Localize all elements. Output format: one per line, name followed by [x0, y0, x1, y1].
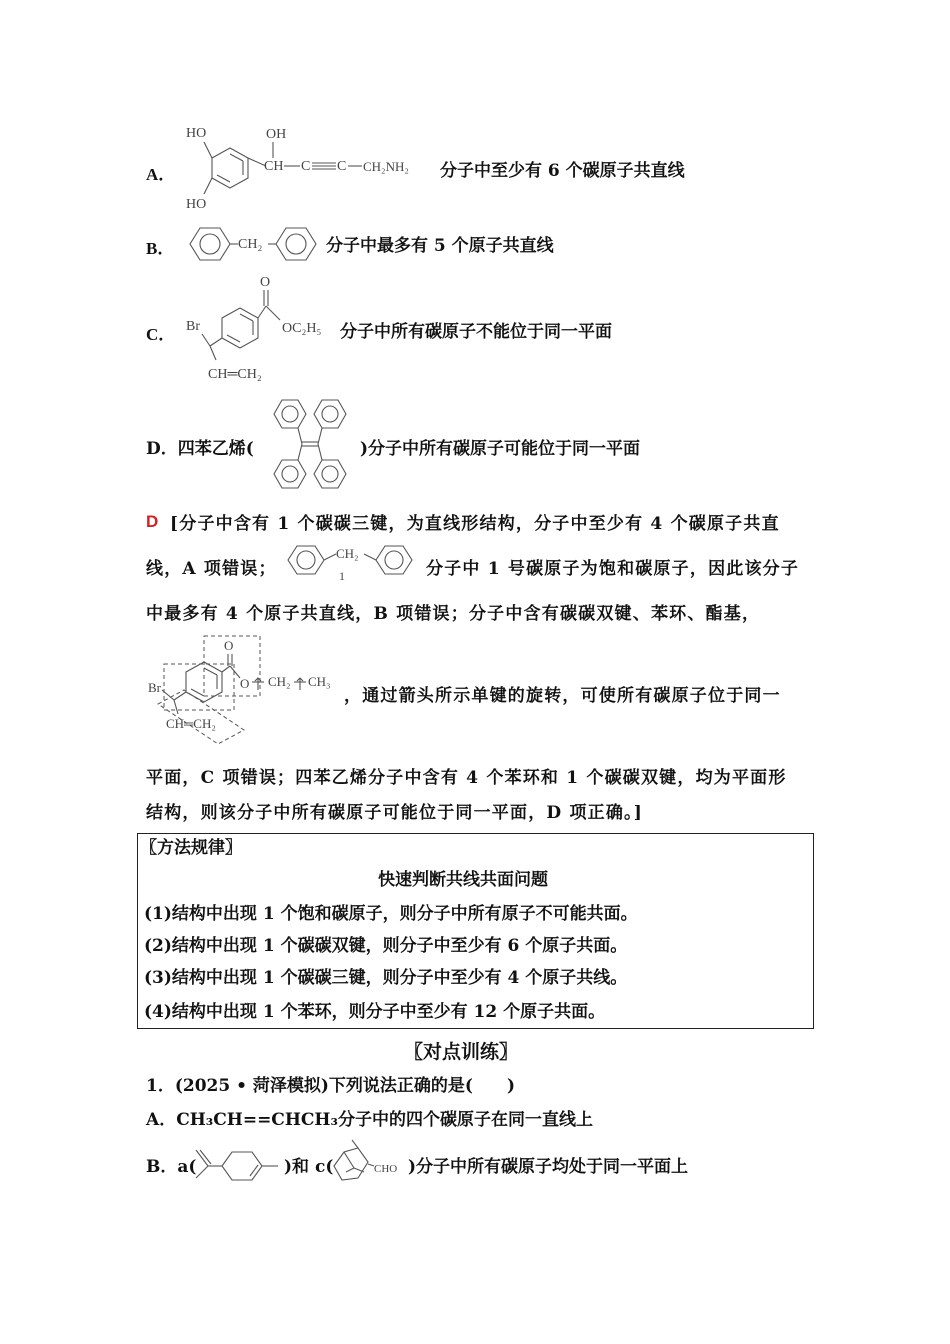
method-rule-2: (2)结构中出现 1 个碳碳双键，则分子中至少有 6 个原子共面。 — [144, 936, 628, 956]
option-c-structure — [180, 270, 340, 385]
method-rule-1: (1)结构中出现 1 个饱和碳原子，则分子中所有原子不可能共面。 — [144, 904, 638, 924]
limonene-structure — [192, 1146, 284, 1186]
tetraphenylethylene-structure — [262, 396, 357, 492]
option-d-label: D．四苯乙烯( — [146, 439, 254, 459]
answer-line-6: 结构，则该分子中所有碳原子可能位于同一平面，D 项正确。] — [146, 803, 644, 823]
answer-ch3-text: CH₃ — [308, 674, 331, 689]
answer-line-2-post: 分子中 1 号碳原子为饱和碳原子，因此该分子 — [426, 559, 800, 579]
chain-ch2nh2-text: CH₂NH₂ — [363, 159, 409, 174]
option-a-text: 分子中至少有 6 个碳原子共直线 — [440, 161, 685, 181]
question-1-option-b-mid: )和 c( — [284, 1157, 334, 1177]
answer-line-1: [分子中含有 1 个碳碳三键，为直线形结构，分子中至少有 4 个碳原子共直 — [170, 514, 780, 534]
method-rule-4: (4)结构中出现 1 个苯环，则分子中至少有 12 个原子共面。 — [144, 1002, 606, 1022]
option-d-text: )分子中所有碳原子可能位于同一平面 — [360, 439, 641, 459]
answer-ch2-text: CH₂ — [336, 546, 359, 561]
option-a-label: A． — [146, 165, 176, 184]
answer-line-5: 平面，C 项错误；四苯乙烯分子中含有 4 个苯环和 1 个碳碳双键，均为平面形 — [146, 768, 787, 788]
method-title: 快速判断共线共面问题 — [378, 870, 548, 890]
answer-br-text: Br — [148, 680, 161, 695]
training-heading: 〖对点训练〗 — [404, 1041, 519, 1063]
chain-c2-text: C — [337, 159, 347, 174]
answer-structure-c — [144, 634, 344, 749]
carbon-number-text: 1 — [339, 569, 345, 583]
answer-ch2-c-text: CH₂ — [268, 674, 291, 689]
option-b-label: B． — [146, 239, 175, 258]
answer-line-4-post: ，通过箭头所示单键的旋转，可使所有碳原子位于同一 — [344, 686, 781, 706]
answer-structure-b — [282, 542, 422, 584]
answer-o-text: O — [224, 638, 234, 653]
cho-text: CHO — [374, 1163, 398, 1175]
ho-bottom-text: HO — [186, 197, 207, 212]
chain-ch-text: CH — [264, 159, 284, 174]
oh-text: OH — [266, 127, 287, 142]
option-b-text: 分子中最多有 5 个原子共直线 — [326, 236, 554, 256]
carbonyl-o-text: O — [260, 275, 271, 290]
chain-c1-text: C — [301, 159, 311, 174]
ho-top-text: HO — [186, 126, 207, 141]
method-tag: 〖方法规律〗 — [140, 838, 242, 858]
option-c-label: C． — [146, 325, 176, 344]
question-1-option-a: A．CH₃CH==CHCH₃分子中的四个碳原子在同一直线上 — [146, 1110, 593, 1130]
answer-line-3: 中最多有 4 个原子共直线，B 项错误；分子中含有碳碳双键、苯环、酯基， — [146, 604, 761, 624]
question-1-option-b-pre: B．a( — [146, 1157, 197, 1177]
question-1: 1．(2025 • 菏泽模拟)下列说法正确的是( ) — [146, 1076, 516, 1096]
bicyclic-aldehyde-structure — [328, 1140, 408, 1188]
option-a-structure — [180, 118, 435, 218]
answer-line-2-pre: 线，A 项错误； — [146, 559, 277, 579]
method-rule-3: (3)结构中出现 1 个碳碳三键，则分子中至少有 4 个原子共线。 — [144, 968, 628, 988]
option-b-structure — [180, 222, 325, 266]
question-1-option-b-post: )分子中所有碳原子均处于同一平面上 — [408, 1157, 689, 1177]
br-text: Br — [186, 319, 200, 334]
oc2h5-text: OC₂H₅ — [282, 321, 322, 336]
ch2-text: CH₂ — [238, 237, 263, 252]
answer-ester-o-text: O — [240, 676, 250, 691]
method-rules-box — [137, 833, 814, 1029]
option-c-text: 分子中所有碳原子不能位于同一平面 — [340, 322, 612, 342]
answer-letter: D — [146, 512, 159, 531]
answer-vinyl-text: CH═CH₂ — [166, 716, 216, 731]
vinyl-text: CH═CH₂ — [208, 367, 262, 382]
